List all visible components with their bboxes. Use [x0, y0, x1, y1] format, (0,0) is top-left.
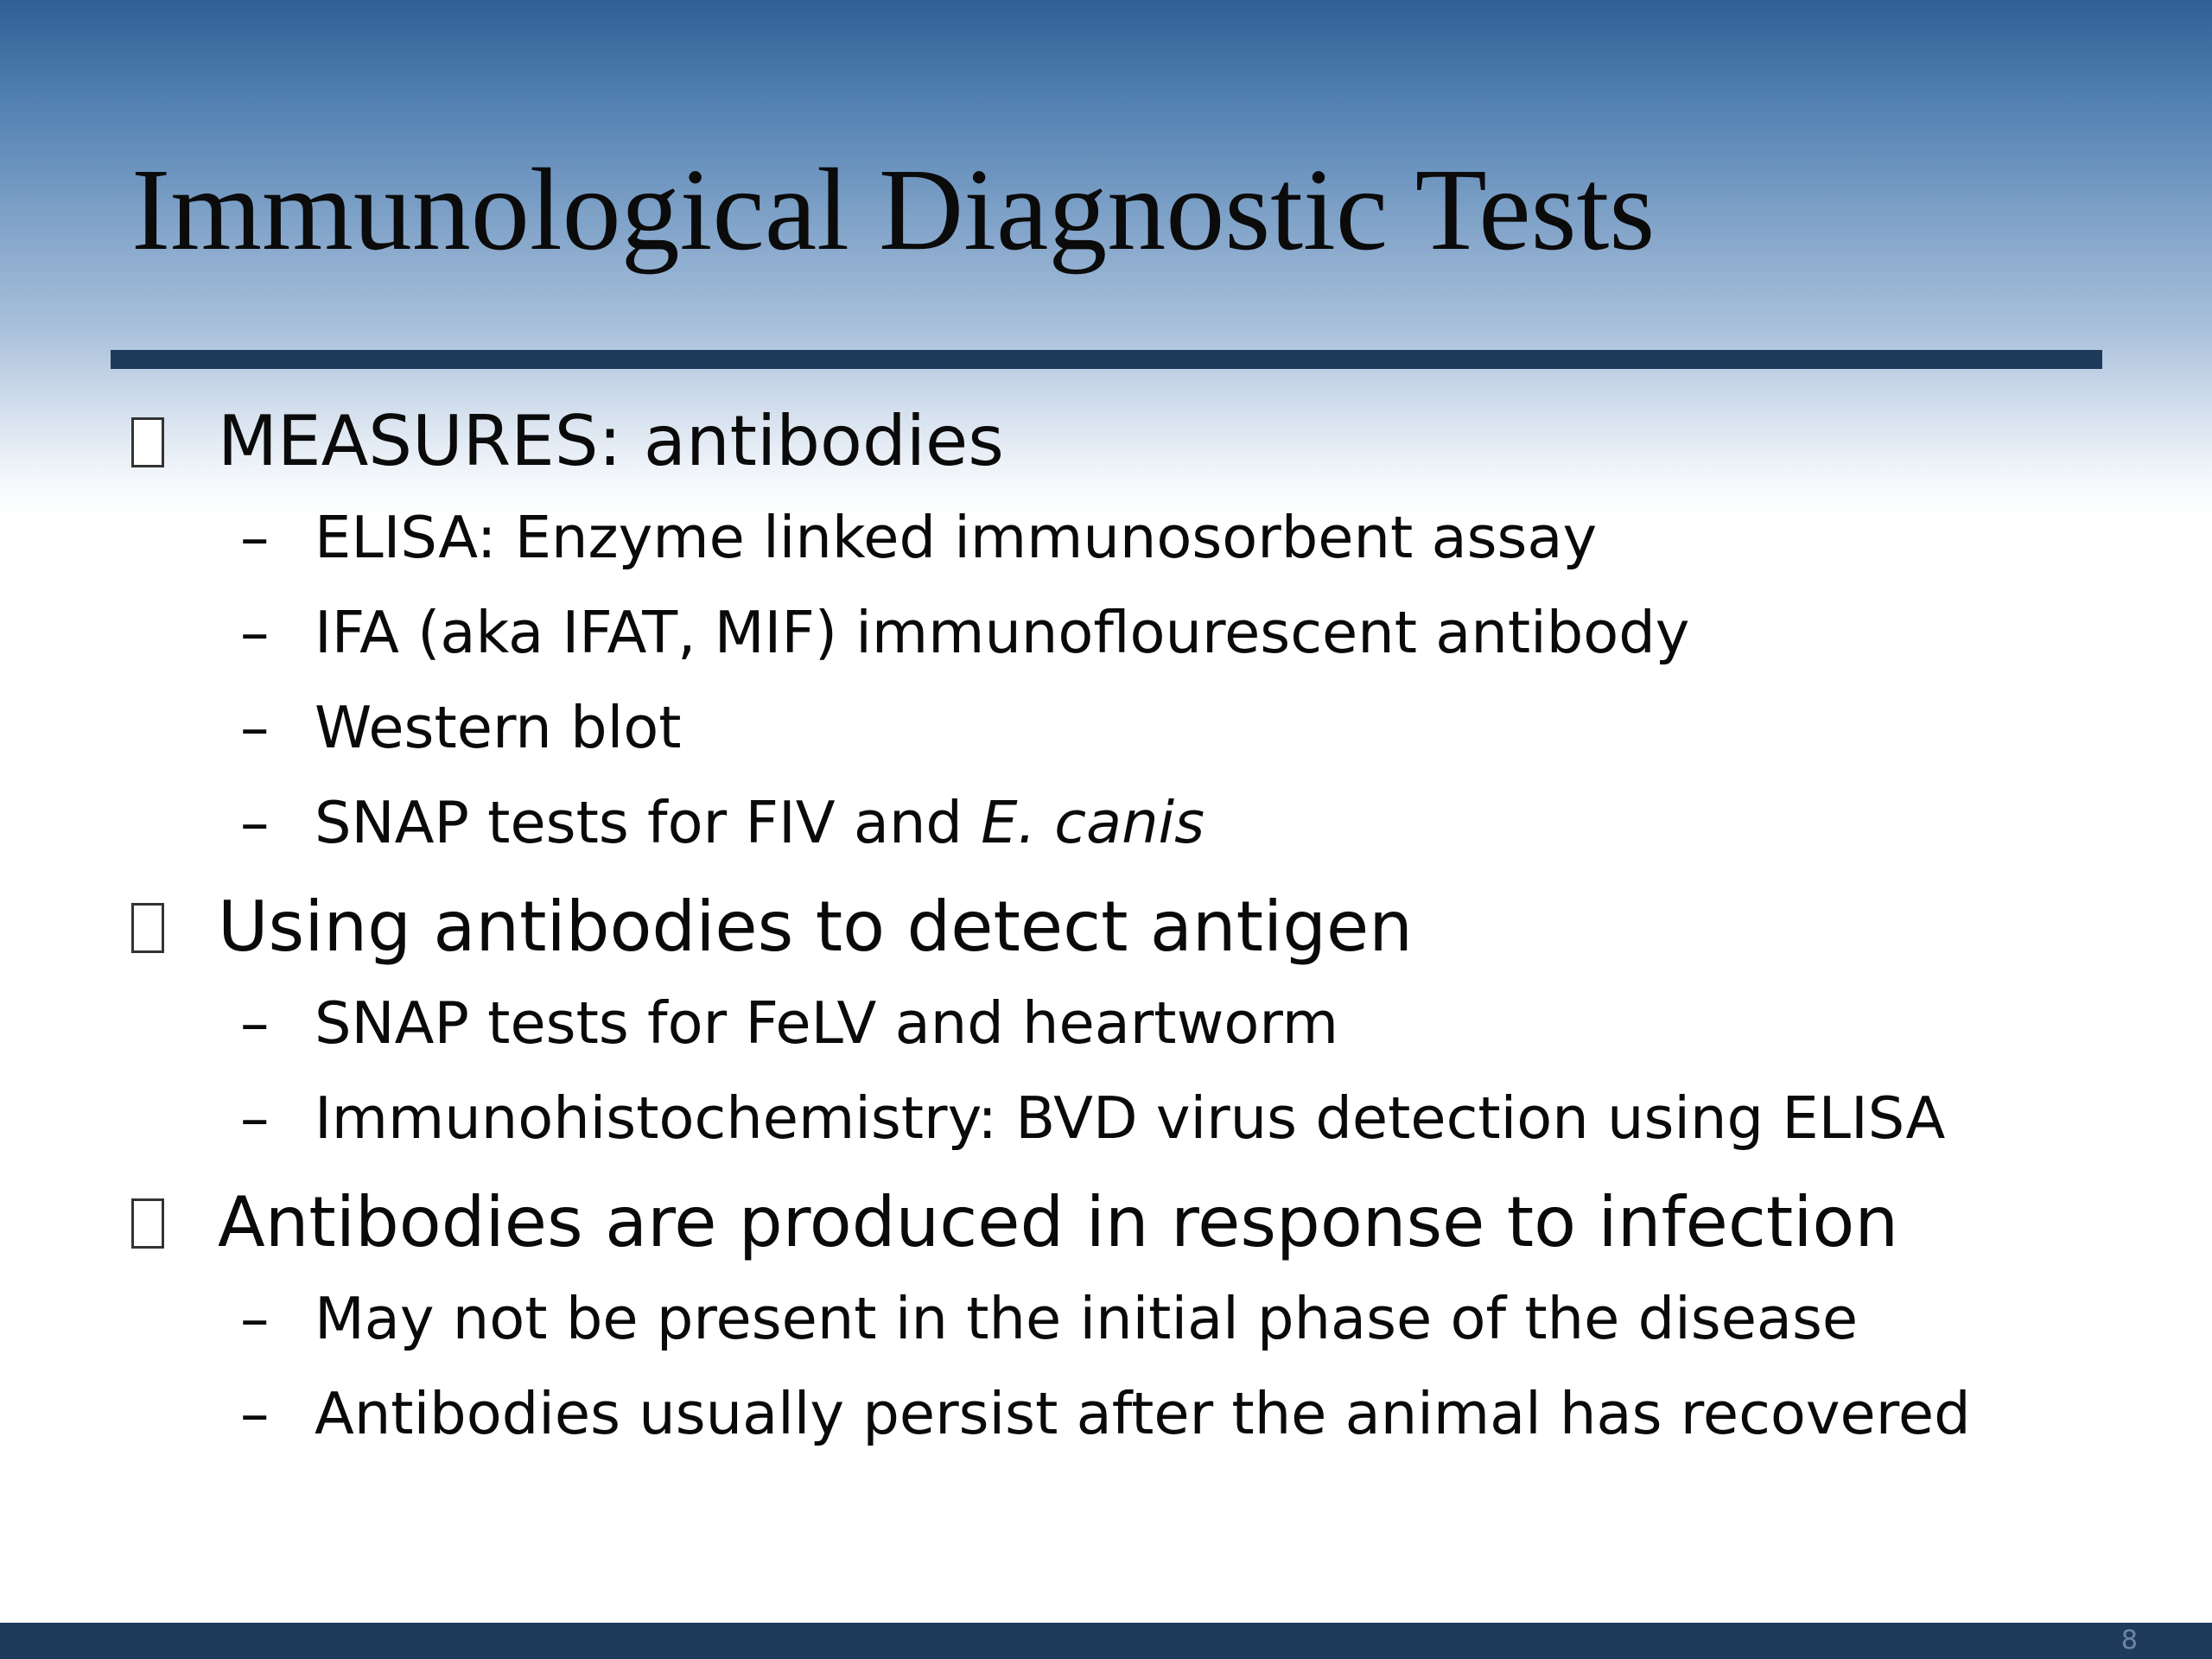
- sub-bullet-text: Western blot: [315, 694, 682, 761]
- sub-bullet-text: Antibodies usually persist after the animal has recovered: [315, 1380, 1971, 1447]
- sub-bullet-text: Immunohistochemistry: BVD virus detection using ELISA: [315, 1084, 1946, 1152]
- sub-bullet-snap-felv: [131, 976, 2119, 1071]
- bullet-text: Using antibodies to detect antigen: [218, 887, 1413, 967]
- dash-bullet-icon: –: [240, 1380, 270, 1447]
- bullet-antibodies-detect-antigen: [131, 879, 2119, 976]
- empty-square-bullet-icon: [131, 1198, 164, 1249]
- sub-bullet-persist: [131, 1366, 2119, 1461]
- sub-bullet-snap-fiv: [131, 775, 2119, 870]
- sub-bullet-elisa: [131, 490, 2119, 585]
- sub-bullet-text: [315, 775, 1205, 870]
- bullet-text: MEASURES: antibodies: [218, 401, 1004, 481]
- sub-bullet-not-present: [131, 1271, 2119, 1366]
- title-divider: [111, 350, 2102, 369]
- sub-bullet-text: IFA (aka IFAT, MIF) immunoflourescent antibody: [315, 599, 1690, 666]
- sub-bullet-immunohistochemistry: [131, 1071, 2119, 1166]
- sub-bullet-text: May not be present in the initial phase of the disease: [315, 1285, 1859, 1352]
- dash-bullet-icon: –: [240, 599, 270, 666]
- sub-bullet-text: ELISA: Enzyme linked immunosorbent assay: [315, 504, 1598, 571]
- page-number: 8: [2120, 1625, 2138, 1656]
- dash-bullet-icon: –: [240, 789, 270, 856]
- footer-bar: [0, 1623, 2212, 1659]
- dash-bullet-icon: –: [240, 504, 270, 571]
- empty-square-bullet-icon: [131, 417, 164, 467]
- sub-bullet-ifa: [131, 585, 2119, 680]
- empty-square-bullet-icon: [131, 903, 164, 953]
- sub-bullet-text: SNAP tests for FeLV and heartworm: [315, 989, 1338, 1057]
- bullet-measures-antibodies: [131, 393, 2119, 490]
- dash-bullet-icon: –: [240, 694, 270, 761]
- bullet-text: Antibodies are produced in response to infection: [218, 1182, 1899, 1262]
- dash-bullet-icon: –: [240, 1285, 270, 1352]
- sub-bullet-text-plain: SNAP tests for FIV and: [315, 789, 982, 856]
- sub-bullet-western-blot: [131, 680, 2119, 775]
- slide-content: [131, 393, 2119, 1461]
- dash-bullet-icon: –: [240, 1084, 270, 1152]
- species-name-italic: E. canis: [981, 789, 1205, 856]
- slide-title: Immunological Diagnostic Tests: [131, 145, 1656, 275]
- dash-bullet-icon: –: [240, 989, 270, 1057]
- bullet-antibodies-produced: [131, 1174, 2119, 1271]
